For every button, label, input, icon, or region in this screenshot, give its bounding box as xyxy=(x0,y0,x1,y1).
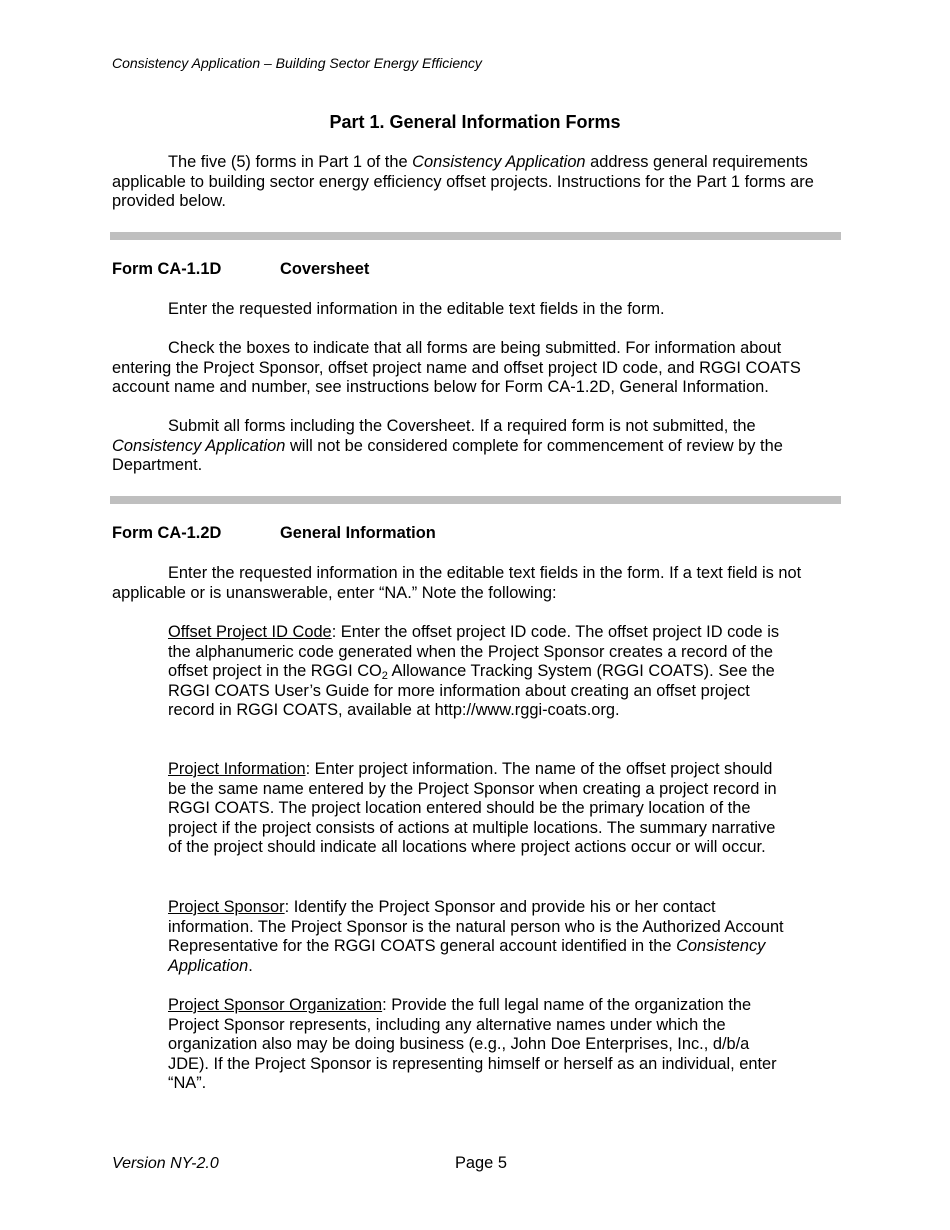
coversheet-p3-text-1: Submit all forms including the Coversheet. If a required form is not submitted, the xyxy=(168,417,756,435)
note-text: : Provide the full legal name of the organization the Project Sponsor represents, including any alternative names under which the organization also may be doing business (e.g., John Doe Enterprises, Inc., d/b/a JDE). If the Project Sponsor is representing himself or herself as an individual, enter “NA”. xyxy=(168,996,777,1093)
section-divider xyxy=(110,496,841,504)
footer-version: Version NY-2.0 xyxy=(112,1155,219,1172)
form-id: Form CA-1.1D xyxy=(112,260,222,278)
part-intro-italic: Consistency Application xyxy=(412,153,586,171)
form-heading-coversheet xyxy=(112,260,369,279)
note-label: Project Sponsor Organization xyxy=(168,996,383,1014)
section-divider xyxy=(110,232,841,240)
part-intro-text-1: The five (5) forms in Part 1 of the xyxy=(168,153,413,171)
note-label: Project Sponsor xyxy=(168,898,285,916)
note-project-sponsor xyxy=(168,898,788,976)
page-title: Part 1. General Information Forms xyxy=(329,112,621,132)
note-offset-project-id xyxy=(168,623,788,721)
form-id: Form CA-1.2D xyxy=(112,524,222,542)
part-intro-text-2: address general requirements applicable to building sector energy efficiency offset projects. Instructions for the Part 1 forms are provided below. xyxy=(112,153,814,211)
note-label: Project Information xyxy=(168,760,306,778)
coversheet-p3-italic: Consistency Application xyxy=(112,436,286,455)
footer-page-number: Page 5 xyxy=(455,1154,507,1172)
note-text-1: : Enter the offset project ID code. The offset project ID code is the alphanumeric code generated when the Project Sponsor creates a record of the offset project in the RGGI CO xyxy=(168,623,780,681)
note-text-2: . xyxy=(248,956,253,975)
subscript: 2 xyxy=(381,670,388,683)
form-heading-general-information xyxy=(112,524,436,543)
note-project-sponsor-organization xyxy=(168,996,788,1094)
note-project-information xyxy=(168,760,788,858)
note-text-1: : Identify the Project Sponsor and provide his or her contact information. The Project Sponsor is the natural person who is the Authorized Account Representative for the RGGI COATS general account identified in the xyxy=(168,898,784,956)
coversheet-paragraph-2: Check the boxes to indicate that all forms are being submitted. For information about entering the Project Sponsor, offset project name and offset project ID code, and RGGI COATS account name and number, see instructions below for Form CA-1.2D, General Information. xyxy=(112,339,801,397)
note-italic: Consistency Application xyxy=(168,937,766,975)
running-header: Consistency Application – Building Sector Energy Efficiency xyxy=(112,55,482,71)
part-intro-paragraph xyxy=(112,153,837,212)
form-name: Coversheet xyxy=(280,260,370,278)
note-text-2: Allowance Tracking System (RGGI COATS). See the RGGI COATS User’s Guide for more information about creating an offset project record in RGGI COATS, available at http://www.rggi-coats.org. xyxy=(168,662,775,720)
coversheet-paragraph-3 xyxy=(112,417,837,476)
form-name: General Information xyxy=(280,524,436,542)
coversheet-paragraph-1: Enter the requested information in the editable text fields in the form. xyxy=(168,300,665,318)
note-label: Offset Project ID Code xyxy=(168,623,332,641)
general-info-paragraph-1: Enter the requested information in the editable text fields in the form. If a text field is not applicable or is unanswerable, enter “NA.” Note the following: xyxy=(112,564,802,602)
note-text: : Enter project information. The name of the offset project should be the same name entered by the Project Sponsor when creating a project record in RGGI COATS. The project location entered should be the primary location of the project if the project consists of actions at multiple locations. The summary narrative of the project should indicate all locations where project actions occur or will occur. xyxy=(168,760,777,857)
coversheet-p3-text-2: will not be considered complete for commencement of review by the Department. xyxy=(112,436,783,475)
